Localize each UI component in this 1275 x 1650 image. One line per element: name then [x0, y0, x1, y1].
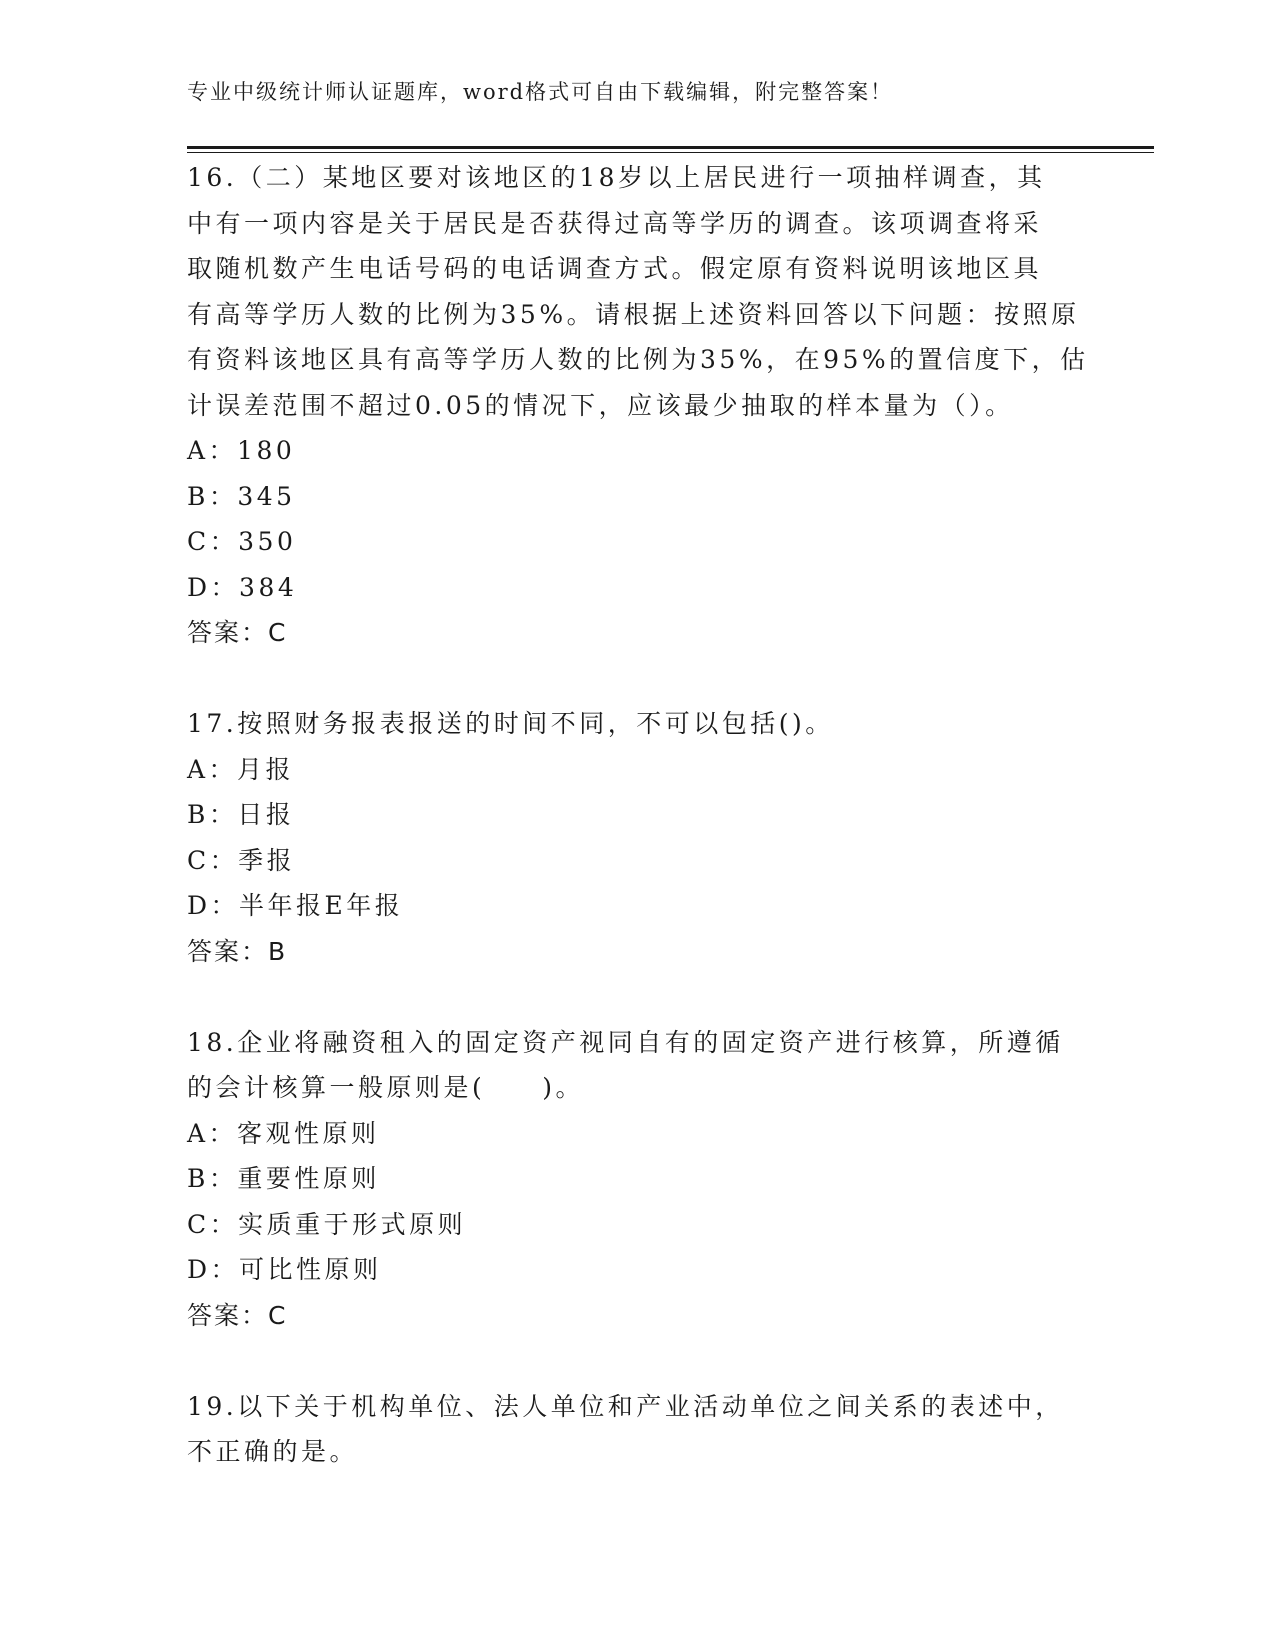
question-16-option-d: D：384 — [187, 572, 298, 602]
question-17-answer: 答案：B — [187, 936, 288, 966]
question-18-stem-line-1: 18.企业将融资租入的固定资产视同自有的固定资产进行核算，所遵循 — [187, 1027, 1064, 1057]
question-18-option-d: D：可比性原则 — [187, 1255, 382, 1284]
spacer — [187, 656, 1087, 702]
question-17-option-b: B：日报 — [187, 800, 295, 829]
question-17-option-a: A：月报 — [187, 754, 295, 784]
question-16 — [187, 155, 1087, 656]
question-17-option-d: D：半年报E年报 — [187, 891, 404, 920]
question-16-option-c: C：350 — [187, 527, 297, 556]
spacer — [187, 974, 1087, 1020]
header-rule-thin — [187, 152, 1154, 153]
page-header: 专业中级统计师认证题库，word格式可自由下载编辑，附完整答案！ — [187, 80, 894, 104]
question-18-answer: 答案：C — [187, 1300, 288, 1330]
header-rule-thick — [187, 146, 1154, 149]
question-16-option-a: A：180 — [187, 436, 296, 465]
question-19 — [187, 1384, 1087, 1475]
question-17-stem-line-1: 17.按照财务报表报送的时间不同，不可以包括()。 — [187, 709, 834, 738]
spacer — [187, 1338, 1087, 1384]
question-18 — [187, 1020, 1087, 1339]
question-16-option-b: B：345 — [187, 481, 296, 511]
question-17-option-c: C：季报 — [187, 845, 296, 875]
question-16-stem-line-3: 取随机数产生电话号码的电话调查方式。假定原有资料说明该地区具 — [187, 254, 1043, 283]
question-18-stem-line-2: 的会计核算一般原则是( )。 — [187, 1073, 585, 1102]
question-16-answer: 答案：C — [187, 618, 288, 647]
question-19-stem-line-1: 19.以下关于机构单位、法人单位和产业活动单位之间关系的表述中， — [187, 1391, 1064, 1421]
question-16-stem-line-5: 有资料该地区具有高等学历人数的比例为35%，在95%的置信度下，估 — [187, 345, 1089, 374]
question-18-option-a: A：客观性原则 — [187, 1118, 380, 1148]
question-16-stem-line-6: 计误差范围不超过0.05的情况下，应该最少抽取的样本量为（）。 — [187, 390, 1014, 420]
question-18-option-b: B：重要性原则 — [187, 1164, 380, 1193]
question-17 — [187, 701, 1087, 974]
question-16-stem-line-2: 中有一项内容是关于居民是否获得过高等学历的调查。该项调查将采 — [187, 208, 1043, 238]
question-19-stem-line-2: 不正确的是。 — [187, 1437, 359, 1466]
question-18-option-c: C：实质重于形式原则 — [187, 1209, 467, 1239]
question-16-stem-line-1: 16.（二）某地区要对该地区的18岁以上居民进行一项抽样调查，其 — [187, 163, 1046, 192]
question-16-stem-line-4: 有高等学历人数的比例为35%。请根据上述资料回答以下问题：按照原 — [187, 299, 1080, 329]
question-list — [187, 155, 1087, 1475]
